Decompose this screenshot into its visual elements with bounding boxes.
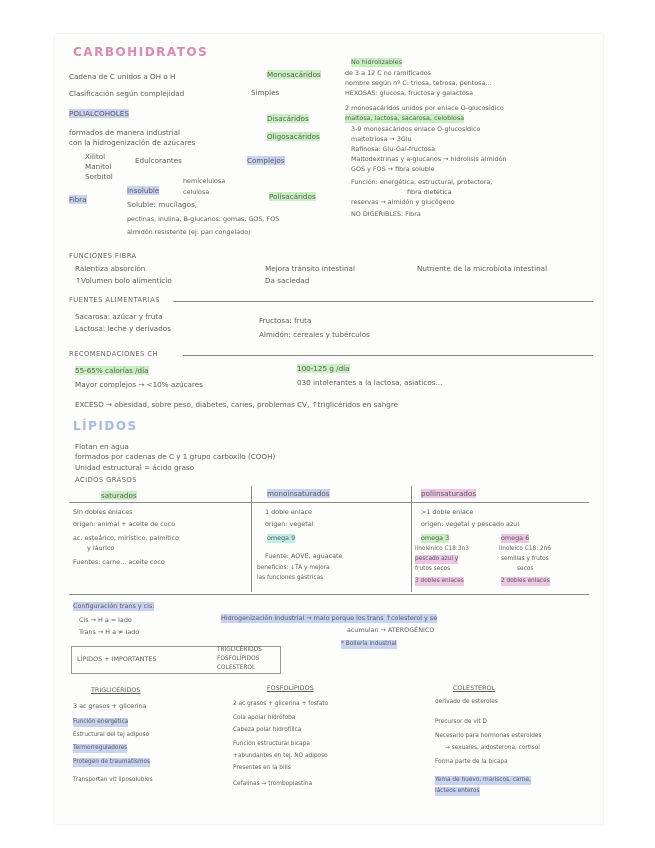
sat-2: origen: animal + aceite de coco	[73, 520, 176, 528]
trigliceridos-heading: TRIGLICÉRIDOS	[91, 686, 141, 694]
colesterol-heading: COLESTEROL	[453, 684, 496, 692]
poli-pescado: pescado azul y	[415, 556, 459, 562]
pol-detail3: reservas → almidón y glucógeno	[351, 198, 455, 206]
hemicelulosa: hemicelulosa	[183, 177, 226, 185]
manitol: Manitol	[85, 162, 112, 171]
divider	[69, 594, 589, 595]
tg-4: Termorreguladores	[73, 745, 128, 751]
bolleria-note: * Bollería industrial	[341, 641, 397, 647]
insoluble-label: Insoluble	[127, 186, 160, 195]
rec-azucares: Mayor complejos → <10% azúcares	[75, 380, 203, 389]
poli-secos: secos	[517, 566, 534, 572]
poli-2: origen: vegetal y pescado azul	[421, 520, 520, 528]
fibra-label: Fibra	[69, 195, 87, 204]
fo-7: Cefalinas → tromboplastina	[233, 781, 313, 787]
poli-1: >1 doble enlace	[421, 508, 474, 516]
pol-detail2: fibra dietética	[407, 188, 452, 196]
sat-1: Sin dobles enlaces	[73, 508, 133, 516]
col-poliinsaturados: poliinsaturados	[421, 489, 477, 498]
oli-detail5: GOS y FOS → fibra soluble	[351, 165, 435, 173]
polisacaridos-label: Polisacáridos	[269, 192, 316, 201]
edulcorantes: Edulcorantes	[135, 156, 182, 165]
acidos-grasos-header: ACIDOS GRASOS	[75, 476, 137, 484]
poli-2dobles: 2 dobles enlaces	[501, 578, 550, 584]
fo-5: +abundantes en tej. NO adiposo	[233, 753, 328, 759]
fo-2: Cola apolar hidrófoba	[233, 715, 296, 721]
fibra-f4: Da saciedad	[265, 276, 310, 285]
poli-desc2: con la hidrogenización de azúcares	[69, 138, 196, 147]
tg-3: Estructural del tej adiposo	[73, 732, 150, 738]
recomendaciones-header: RECOMENDACIONES CH	[69, 350, 159, 358]
rec-exceso: EXCESO → obesidad, sobre peso, diabetes, caries, problemas CV, ↑triglicéridos en sangre	[75, 400, 399, 409]
almidon-resistente: almidón resistente (ej: pan congelado)	[127, 228, 251, 236]
co-4: → sexuales, aldosterona, cortisol	[445, 745, 540, 751]
poli-frutos: frutos secos	[415, 566, 451, 572]
oli-detail3: Rafinosa: Glu-Gal-fructosa	[351, 145, 436, 153]
pol-detail1: Función: energética, estructural, protectora,	[351, 178, 493, 186]
lip-l1: Flotan en agua	[75, 442, 129, 451]
aterogenico: acumulan → ATEROGÉNICO	[347, 626, 435, 634]
tg-5: Protegen de traumatismos	[73, 759, 151, 765]
fuentes-header: FUENTES ALIMENTARIAS	[69, 296, 160, 304]
imp-colesterol: COLESTEROL	[217, 665, 256, 671]
fuente-fructosa: Fructosa: fruta	[259, 316, 312, 325]
notes-page	[55, 34, 603, 824]
table-rule	[69, 502, 589, 503]
sorbitol: Sorbitol	[85, 172, 113, 181]
mono-omega9: omega 9	[267, 534, 296, 542]
mono-detail3: HEXOSAS: glucosa, fructosa y galactosa	[345, 89, 474, 97]
fo-3: Cabeza polar hidrofílica	[233, 727, 302, 733]
no-hidrolizables: No hidrolizables	[351, 58, 402, 66]
poli-linoleico: linoleico C18: 2n6	[499, 546, 552, 552]
poli-3dobles: 3 dobles enlaces	[415, 578, 464, 584]
celulosa: celulosa	[183, 188, 210, 196]
oli-detail4: Maltodextrinas y a-glucanos → hidrolisis almidón	[351, 155, 507, 163]
carbohidratos-title: CARBOHIDRATOS	[73, 45, 209, 59]
fo-6: Presentes en la bilis	[233, 765, 291, 771]
lip-l3: Unidad estructural = ácido graso	[75, 463, 195, 472]
table-col-divider	[411, 486, 412, 592]
fo-4: Función estructural bicapa	[233, 741, 310, 747]
di-detail2: maltosa, lactosa, sacarosa, celobiosa	[345, 114, 465, 122]
soluble-list: pectinas, inulina, B-glucanos, gomas, GOS, FOS	[127, 215, 280, 223]
fibra-f3: Mejora tránsito intestinal	[265, 264, 355, 273]
fibra-f5: Nutriente de la microbiota intestinal	[417, 264, 548, 273]
trans-def: Trans → H a ≠ lado	[79, 628, 140, 636]
col-monoinsaturados: monoinsaturados	[267, 489, 330, 498]
sat-4: y láurico	[87, 544, 115, 552]
di-detail1: 2 monosacáridos unidos por enlace O-glucosídico	[345, 104, 504, 112]
mono-beneficios: beneficios: ↓TA y mejora	[257, 565, 330, 571]
tg-1: 3 ac grasos + glicerina	[73, 702, 147, 710]
co-6: Yema de huevo, mariscos, carne,	[435, 777, 531, 783]
soluble-label: Soluble: mucílagos,	[127, 200, 198, 209]
fuente-almidon: Almidón: cereales y tubérculos	[259, 330, 370, 339]
fuente-sacarosa: Sacarosa: azúcar y fruta	[75, 312, 163, 321]
rec-intolerantes: 030 intolerantes a la lactosa, asiaticos...	[297, 378, 443, 387]
co-2: Precursor de vit D	[435, 719, 487, 725]
mono-detail1: de 3 a 12 C no ramificados	[345, 69, 432, 77]
lip-l2: formados por cadenas de C y 1 grupo carboxilo (COOH)	[75, 452, 276, 461]
co-7: lácteos enteros	[435, 788, 480, 794]
rec-gramos: 100-125 g /día	[297, 364, 350, 373]
table-col-divider	[251, 486, 252, 592]
disacaridos-label: Disacáridos	[267, 114, 309, 123]
fuente-lactosa: Lactosa: leche y derivados	[75, 324, 171, 333]
fosfolipidos-heading: FOSFOLÍPIDOS	[267, 684, 314, 692]
funciones-fibra-header: FUNCIONES FIBRA	[69, 252, 137, 260]
mono-detail2: nombre según nº C: triosa, tetrosa, pentosa...	[345, 79, 492, 87]
hidrogenizacion: Hidrogenización industrial → malo porque los trans ↑colesterol y se	[221, 614, 438, 622]
pol-detail4: NO DIGERIBLES: Fibra	[351, 210, 421, 218]
monosacaridos-label: Monosacáridos	[267, 70, 321, 79]
complejos-label: Complejos	[247, 156, 285, 165]
cis-def: Cis → H a = lado	[79, 616, 132, 624]
poli-semillas: semillas y frutos	[501, 556, 549, 562]
tg-2: Función energética	[73, 719, 129, 725]
rec-calorias: 55-65% calorías /día	[75, 366, 149, 375]
simples-label: Simples	[251, 88, 280, 97]
sat-3: ac. esteárico, mirístico, palmítico	[73, 534, 179, 542]
imp-trigliceridos: TRIGLICÉRIDOS	[217, 647, 262, 653]
ch-definition: Cadena de C unidos a OH o H	[69, 72, 176, 81]
co-5: Forma parte de la bicapa	[435, 759, 508, 765]
lipidos-title: LÍPIDOS	[73, 419, 138, 433]
polialcoholes-heading: POLIALCOHOLES	[69, 109, 129, 118]
co-3: Necesario para hormonas esteroides	[435, 733, 542, 739]
sat-5: Fuentes: carne... aceite coco	[73, 558, 165, 566]
mono-beneficios2: las funciones gástricas	[257, 575, 324, 581]
ch-classification: Clasificación según complejidad	[69, 89, 185, 98]
trans-cis-header: Configuración trans y cis:	[73, 602, 155, 610]
mono-2: origen: vegetal	[265, 520, 314, 528]
poli-desc1: formados de manera industrial	[69, 128, 181, 137]
divider	[183, 355, 593, 356]
imp-fosfolipidos: FOSFOLÍPIDOS	[217, 656, 260, 662]
mono-1: 1 doble enlace	[265, 508, 312, 516]
fo-1: 2 ac grasos + glicerina + fosfato	[233, 701, 329, 707]
mono-fuente: Fuente: AOVE, aguacate	[265, 552, 343, 560]
oli-detail1: 3-9 monosacáridos enlace O-glucosídico	[351, 125, 481, 133]
oligosacaridos-label: Oligosacáridos	[267, 132, 320, 141]
oli-detail2: maltotriosa → 3Glu	[351, 135, 412, 143]
fibra-f2: ↑Volumen bolo alimenticio	[75, 276, 172, 285]
divider	[173, 301, 593, 302]
poli-linolenico: linolénico C18:3n3	[415, 546, 469, 552]
fibra-f1: Ralentiza absorción	[75, 264, 146, 273]
omega3-badge: omega 3	[421, 534, 450, 542]
co-1: derivado de esteroles	[435, 699, 498, 705]
tg-6: Transportan vit liposolubles	[73, 777, 153, 783]
xilitol: Xilitol	[85, 152, 106, 161]
col-saturados: saturados	[101, 491, 137, 500]
lipidos-importantes: LÍPIDOS + IMPORTANTES	[77, 655, 157, 663]
omega6-badge: omega 6	[501, 534, 530, 542]
